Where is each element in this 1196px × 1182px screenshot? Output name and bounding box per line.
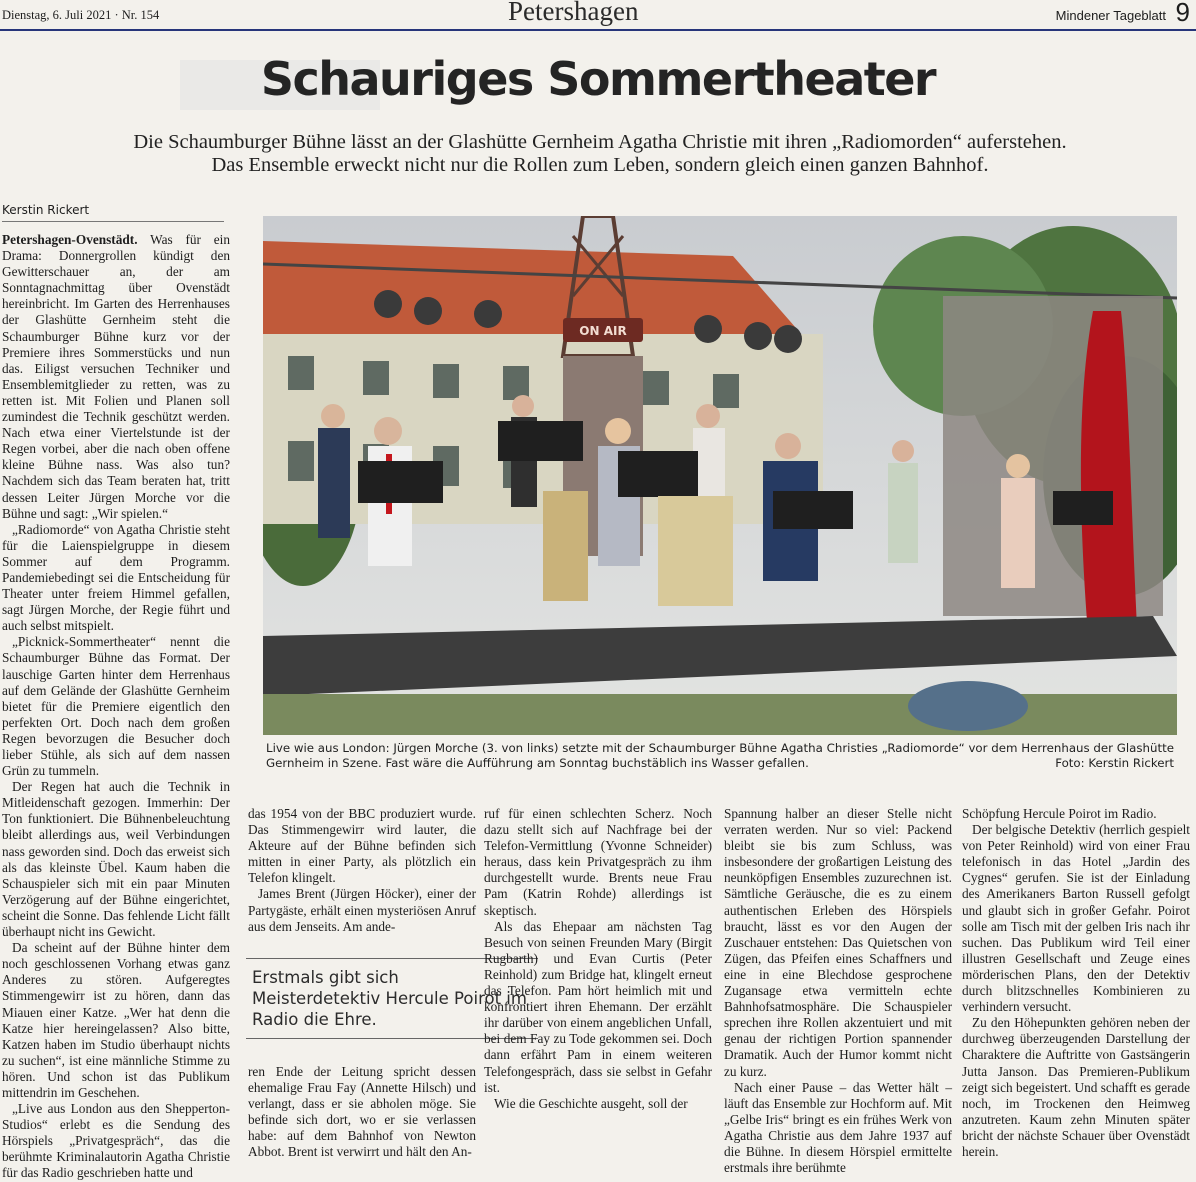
dateline: Petershagen-Ovenstädt. [2,232,138,247]
paragraph: „Radiomorde“ von Agatha Christie steht für die Laienspielgruppe in diesem Sommer auf dem Programm. Pandemiebedingt sei die Entscheidung für Theater unter freiem Himmel gefallen, sagt Jürgen Morche, der Regie führt und auch selbst mitspielt. [2,521,230,634]
article-column-1 [2,232,230,1182]
paragraph: das 1954 von der BBC produziert wurde. Das Stimmengewirr wird lauter, die Akteure auf der Bühne befinden sich mitten in einer Party, als plötzlich ein Telefon klingelt. [248,806,476,886]
paragraph: Schöpfung Hercule Poirot im Radio. [962,806,1157,821]
photo-caption [266,741,1178,771]
page-number: 9 [1175,0,1190,27]
paragraph: Wie die Geschichte ausgeht, soll der [494,1095,688,1111]
subheadline [80,131,1120,177]
stage-photo-illustration [263,216,1177,735]
paragraph: Nach einer Pause – das Wetter hält – läuft das Ensemble zur Hochform auf. Mit „Gelbe Iris“ bringt es ein frühes Werk von Agatha Christie aus dem Jahre 1937 auf die Bühne. In diesem Hörspiel ermittelte erstmals ihre berühmte [724,1079,952,1176]
header-rule [0,29,1196,31]
headline: Schauriges Sommertheater [260,52,936,106]
caption-text: Live wie aus London: Jürgen Morche (3. von links) setzte mit der Schaumburger Bühne Agatha Christies „Radiomorde“ vor dem Herrenhaus der Glashütte Gernheim in Szene. Fast wäre die Aufführung am Sonntag buchstäblich ins Wasser gefallen. [266,741,1175,770]
paragraph: James Brent (Jürgen Höcker), einer der Partygäste, erhält einen mysteriösen Anruf aus dem Jenseits. Am ande- [248,886,476,934]
paragraph: „Picknick-Sommertheater“ nennt die Schaumburger Bühne das Format. Der lauschige Garten hinter dem Herrenhaus auf dem Gelände der Glashütte Gernheim bietet für die Premiere eigentlich den perfekten Ort. Doch nach dem großen Regen bevorzugen die Besucher doch lieber Stühle, als sich auf dem nassen Grün zu tummeln. [2,634,230,779]
paragraph [2,232,230,522]
on-air-sign-text: ON AIR [579,324,627,338]
paragraph: Zu den Höhepunkten gehören neben der durchweg überzeugenden Darstellung der Charaktere die Auftritte von Gastsängerin Jutta Janson. Das Premieren-Publikum zeigt sich begeistert. Und schafft es gerade noch, im Trockenen den Heimweg anzutreten. Kaum zehn Minuten später bricht der nächste Schauer über Ovenstädt herein. [962,1015,1190,1159]
paragraph: Da scheint auf der Bühne hinter dem noch geschlossenen Vorhang etwas ganz Anderes zu stören. Aufgeregtes Stimmengewirr ist zu hören, dann das Miauen einer Katze. „Wer hat denn die Katze hier hereingelassen? Also bitte, Katzen haben im Studio überhaupt nichts zu suchen“, ist eine männliche Stimme zu hören. Und schon ist das Publikum mittendrin im Geschehen. [2,940,230,1100]
subheadline-line-2: Das Ensemble erweckt nicht nur die Rollen zum Leben, sondern gleich einen ganzen Bahnhof. [211,154,989,176]
subheadline-line-1: Die Schaumburger Bühne lässt an der Glashütte Gernheim Agatha Christie mit ihren „Radiomorden“ auferstehen. [133,131,1067,153]
paragraph: Spannung halber an dieser Stelle nicht verraten werden. Nur so viel: Packend bleibt sie bis zum Schluss, was insbesondere der großartigen Leistung des neunköpfigen Ensembles zuzurechnen ist. Sämtliche Geräusche, die es zu einem authentischen Erleben des Hörspiels braucht, lässt es vor den Augen der Zuschauer entstehen: Das Quietschen von Zügen, das Pfeifen eines Schaffners und eine in eine Blechdose gesprochene Zugansage etwa vermitteln echte Bahnhofsatmosphäre. Die Schauspieler sprechen ihre Rollen akzentuiert und mit genau der richtigen Portion spannender Dramatik. Auch der Humor kommt nicht zu kurz. [724,806,952,1079]
byline-rule [2,221,224,222]
article-column-3 [484,806,712,1112]
paragraph: ren Ende der Leitung spricht dessen ehemalige Frau Fay (Annette Hilsch) und verlangt, dass er sie abholen möge. Sie befinde sich dort, wo er sie verlassen habe: auf dem Bahnhof von Newton Abbot. Brent ist verwirrt und hält den An- [248,1064,476,1160]
article-column-4 [724,806,952,1176]
paragraph: ruf für einen schlechten Scherz. Noch dazu stellt sich auf Nachfrage bei der Telefon-Vermittlung (Yvonne Schneider) heraus, dass kein Privatgespräch zu ihm durchgestellt wurde. Brents neue Frau Pam (Katrin Rohde) allerdings ist skeptisch. [484,806,712,918]
author-byline: Kerstin Rickert [2,203,90,217]
stage-photo [263,216,1177,735]
photo-credit: Foto: Kerstin Rickert [1055,756,1174,770]
paragraph-text: Was für ein Drama: Donnergrollen kündigt den Gewitterschauer an, der am Sonntagnachmittag über Ovenstädt hereinbricht. Im Garten des Herrenhauses der Glashütte Gernheim steht die Schaumburger Bühne kurz vor der Premiere ihres Sommerstücks und nun das. Eiligst versuchen Techniker und Ensemblemitglieder zu retten, was zu retten ist. Mit Folien und Planen soll zumindest die Technik geschützt werden. Nach etwa einer Viertelstunde ist der Regen vorbei, aber die nach oben offene kleine Bühne nass. Was also tun? Nachdem sich das Team beraten hat, tritt dessen Leiter Jürgen Morche vor die Bühne und sagt: „Wir spielen.“ [2,232,230,521]
newspaper-name: Mindener Tageblatt [1055,8,1166,23]
section-title: Petershagen [508,0,639,26]
paragraph: Als das Ehepaar am nächsten Tag Besuch von seinen Freunden Mary (Birgit Rugbarth) und Evan Curtis (Peter Reinhold) zum Bridge hat, klingelt erneut das Telefon. Pam hört heimlich mit und konfrontiert ihren Ehemann. Der erzählt ihr darüber von einem angeblichen Unfall, bei dem Fay zu Tode gekommen sei. Doch dann erfährt Pam in einem weiteren Telefongespräch, dass sie selbst in Gefahr ist. [484,918,712,1095]
pull-quote-text: Erstmals gibt sich Meisterdetektiv Hercule Poirot im Radio die Ehre. [252,968,527,1029]
article-column-5 [962,806,1190,1160]
paragraph: Der belgische Detektiv (herrlich gespielt von Peter Reinhold) wird von einer Frau telefonisch in das Hotel „Jardin des Cygnes“ gerufen. Sie ist der Einladung des Amerikaners Barton Russell gefolgt und glaubt sich in großer Gefahr. Poirot solle am Tisch mit der gelben Iris nach ihr suchen. Das Publikum wird Teil einer illustren Gesellschaft und Zeuge eines mörderischen Plans, den der Detektiv durch blitzschnelles Kombinieren zu verhindern versucht. [962,822,1190,1015]
article-column-2 [248,806,476,935]
paragraph: „Live aus London aus den Shepperton-Studios“ erlebt es die Sendung des Hörspiels „Privatgespräch“, das die berühmte Kriminalautorin Agatha Christie für das Radio geschrieben hatte und [2,1101,230,1181]
issue-date: Dienstag, 6. Juli 2021 · Nr. 154 [2,8,160,22]
article-column-2-continued [248,1064,476,1161]
paragraph: Der Regen hat auch die Technik in Mitleidenschaft gezogen. Immerhin: Der Ton funktioniert. Die Bühnenbeleuchtung bleibt allerdings aus, weil Verbindungen nass geworden sind. Doch das erweist sich als das kleinste Übel. Kaum haben die Schauspieler sich mit ein paar Minuten Verzögerung auf der Bühne eingerichtet, scheint die Sonne. Das fehlende Licht fällt überhaupt nicht ins Gewicht. [2,779,230,940]
